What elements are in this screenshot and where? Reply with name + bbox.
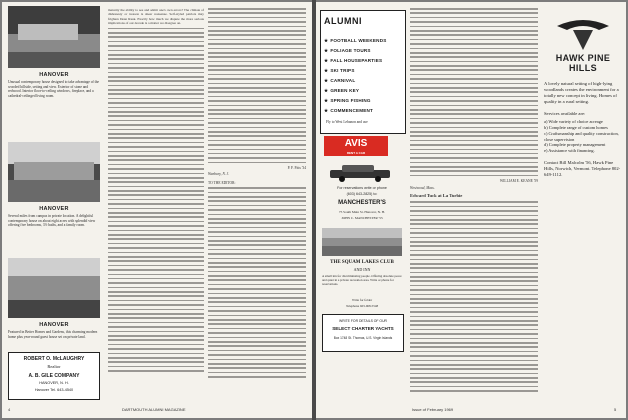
avis-name: AVIS: [344, 138, 368, 149]
squam-phone: Telephone 603-968-5548: [345, 304, 379, 308]
event-item: [324, 66, 402, 76]
photo2-caption: HANOVER: [39, 206, 69, 212]
charter-main: SELECT CHARTER YACHTS: [332, 326, 394, 331]
charter-detail-title: WRITE FOR DETAILS OF OUR: [339, 319, 387, 323]
realtor-ad: [8, 352, 100, 400]
left-footer-magazine: DARTMOUTH ALUMNI MAGAZINE: [122, 407, 186, 412]
event-label: SKI TRIPS: [330, 68, 355, 73]
star-icon: ★: [324, 88, 329, 93]
house-photo-3: [8, 258, 100, 318]
manchester-address: 75 South Main St. Hanover, N. H.: [338, 210, 386, 214]
event-label: FOLIAGE TOURS: [330, 48, 371, 53]
star-icon: ★: [324, 48, 329, 53]
hawk-services-title: Services available are:: [544, 111, 586, 117]
realtor-address: HANOVER, N. H.: [39, 381, 69, 385]
hawk-service-item: a) Wide variety of choice acreage: [544, 119, 603, 125]
squam-lake-photo: [322, 228, 402, 256]
squam-text: A small inn for discriminating people. Offering absolute peace and quiet in a private recreation area. Write or phone for reservations.: [322, 274, 402, 286]
event-label: FALL HOUSEPARTIES: [330, 58, 383, 63]
event-item: [324, 56, 402, 66]
left-page: [2, 2, 312, 418]
photo1-description: Unusual contemporary house designed to take advantage of the wooded hillside, setting and view. Exterior of stone and redwood. Interior floor-to-ceiling windows, fireplace, and a cathedral-ceilinged living room.: [8, 80, 100, 98]
manchester-owner: JOHN C. MANCHESTER '55: [341, 216, 383, 220]
avis-sub: RENT A CAR: [346, 151, 366, 155]
hawk-services-list: [544, 119, 622, 154]
column-signature: WILLIAM E. KEANE '59: [499, 179, 538, 184]
charter-sub: Box 1748 St. Thomas, U.S. Virgin Islands: [333, 336, 393, 340]
hawk-title: HAWK PINE HILLS: [555, 53, 611, 73]
avis-logo: [324, 136, 388, 156]
manchester-name: MANCHESTER'S: [338, 200, 386, 206]
letter-signature: P. F. Fitts '34: [287, 166, 306, 171]
column-location: Westwood, Mass.: [410, 185, 435, 190]
squam-title: THE SQUAM LAKES CLUB: [330, 260, 394, 265]
hawk-pine-hills-ad: [544, 12, 622, 178]
squam-contact: Write for folder: [351, 298, 373, 302]
realtor-phone: Hanover Tel. 643-4540: [34, 388, 74, 392]
reservation-text: For reservations write or phone: [337, 186, 387, 190]
squam-sub: AND INN: [353, 267, 371, 272]
to-editor-heading: TO THE EDITOR:: [208, 180, 236, 185]
star-icon: ★: [324, 38, 329, 43]
alumni-header: ALUMNI: [324, 16, 362, 26]
star-icon: ★: [324, 58, 329, 63]
car-illustration: [328, 162, 392, 182]
house-photo-1: [8, 6, 100, 68]
hawk-intro: A lovely natural setting of high-lying woodlands creates the environment for a totally new concept in living. Homes of quality in a rural setting.: [544, 81, 619, 105]
events-list: [324, 36, 402, 116]
photo1-caption: HANOVER: [39, 72, 69, 78]
charter-yacht-ad: [322, 314, 404, 352]
event-item: [324, 46, 402, 56]
hawk-service-item: d) Complete property management: [544, 142, 606, 148]
event-label: SPRING FISHING: [330, 98, 371, 103]
event-label: CARNIVAL: [330, 78, 356, 83]
letter-location: Wanbury, N. J.: [208, 172, 230, 177]
realtor-company: A. B. GILE COMPANY: [28, 373, 80, 379]
events-note: Fly to West Lebanon and use: [326, 120, 368, 124]
column-intro-text: maturity the ability to see and admit one's own errors? The climate of dishonesty or treason is sheer nonsense. Self-styled patriots may frighten Dean Rusk. Exactly how much we dispute the more serious implications of our decade is a matter we disagree on.: [108, 8, 204, 26]
left-page-number: 4: [8, 407, 11, 412]
star-icon: ★: [324, 68, 329, 73]
letter-column-1: [108, 8, 204, 406]
photo3-description: Featured in Better Homes and Gardens, this charming modern home plus year-round guest house set on private land.: [8, 330, 98, 339]
hawk-illustration: [544, 12, 622, 54]
event-item: [324, 96, 402, 106]
right-footer-issue: Issue of February 1969: [412, 407, 454, 412]
realtor-name: ROBERT O. McLAUGHRY: [23, 356, 85, 362]
event-item: [324, 76, 402, 86]
photo3-caption: HANOVER: [39, 322, 69, 328]
star-icon: ★: [324, 78, 329, 83]
hawk-contact: Contact Bill Malcolm '56, Hawk Pine Hills, Norwich, Vermont. Telephone 802-649-1112.: [544, 159, 621, 177]
event-label: COMMENCEMENT: [330, 108, 374, 113]
hawk-service-item: c) Craftsmanship and quality construction, close supervision: [544, 130, 619, 142]
event-item: [324, 86, 402, 96]
star-icon: ★: [324, 98, 329, 103]
right-page: [316, 2, 626, 418]
event-label: GREEN KEY: [330, 88, 360, 93]
right-page-number: 5: [614, 407, 617, 412]
letter-column-3: [410, 8, 538, 404]
edward-tuck-heading: Edward Tuck at La Turbie: [410, 193, 463, 199]
photo2-description: Several miles from campus in private location. A delightful contemporary house on about eight acres with splendid view offering five bedrooms, 3½ baths, and a family room.: [8, 214, 96, 228]
letter-column-2: [208, 8, 306, 406]
event-item: [324, 36, 402, 46]
hawk-service-item: e) Assistance with financing.: [544, 148, 595, 154]
reservation-phone: (603) 643-2825) to:: [346, 192, 378, 196]
event-label: FOOTBALL WEEKENDS: [330, 38, 387, 43]
star-icon: ★: [324, 108, 329, 113]
house-photo-2: [8, 142, 100, 202]
event-item: [324, 106, 402, 116]
hawk-service-item: b) Complete range of custom homes: [544, 124, 608, 130]
realtor-title: Realtor: [47, 364, 61, 369]
